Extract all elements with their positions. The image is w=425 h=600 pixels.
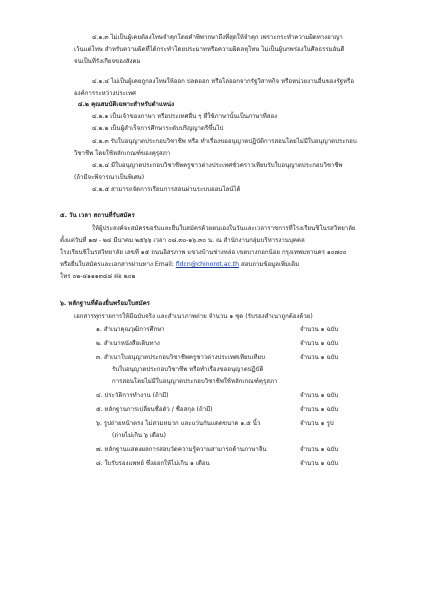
heading-5: ๕. วัน เวลา สถานที่รับสมัคร (60, 212, 135, 219)
doc-item-5-qty: จำนวน ๑ ฉบับ (300, 406, 339, 413)
doc-item-4: ๔. ประวัติการทำงาน (ถ้ามี) (96, 392, 169, 399)
heading-4-2: ๔.๒ คุณสมบัติเฉพาะสำหรับตำแหน่ง (78, 101, 175, 108)
item-4-1-3-cont1: เว้นแต่โทษ สำหรับความผิดที่ได้กระทำโดยประมาทหรือความผิดลหุโทษ ไม่เป็นผู้บกพร่องในศีลธรรมอันดี (74, 46, 345, 53)
item-4-1-3-cont2: จนเป็นที่รังเกียจของสังคม (74, 58, 141, 65)
item-4-1-4-cont: องค์การระหว่างประเทศ (74, 90, 136, 97)
item-4-2-2: ๔.๒.๒ เป็นผู้สำเร็จการศึกษาระดับปริญญาตรีขึ้นไป (92, 125, 224, 132)
section5-line4-prefix: หรือยื่นใบสมัครและเอกสารผ่านทาง Email: (60, 261, 174, 268)
item-4-2-4-cont: (ถ้ามีจะพิจารณาเป็นพิเศษ) (74, 174, 145, 181)
section5-line5: โทร ๐๒-๔๑๑๑๓๔๘ ต่อ ๒๐๒ (60, 273, 136, 280)
section5-line4 (60, 261, 299, 269)
section5-line2: ตั้งแต่วันที่ ๑๗ - ๒๔ มีนาคม ๒๕๖๖ เวลา ๐๘.๓๐-๑๖.๓๐ น. ณ สำนักงานกลุ่มบริหารงานบุคคล (60, 237, 305, 244)
doc-item-8-qty: จำนวน ๑ ฉบับ (300, 460, 339, 467)
doc-item-8: ๘. ใบรับรองแพทย์ ซึ่งออกให้ไม่เกิน ๑ เดือน (96, 460, 210, 467)
item-4-2-5: ๔.๒.๕ สามารถจัดการเรียนการสอนผ่านระบบออนไลน์ได้ (92, 186, 241, 193)
doc-item-3: ๓. สำเนาใบอนุญาตประกอบวิชาชีพครูชาวต่างประเทศเทียบเทียบ (96, 354, 265, 361)
doc-item-6-qty: จำนวน ๑ รูป (300, 420, 334, 427)
doc-item-2-qty: จำนวน ๑ ฉบับ (300, 340, 339, 347)
doc-item-1: ๑. สำเนาคุณวุฒิการศึกษา (96, 326, 165, 333)
doc-item-3-cont2: การสอนโดยไม่มีใบอนุญาตประกอบวิชาชีพใช้หลักเกณฑ์คุรุสภา (112, 378, 278, 385)
doc-item-6: ๖. รูปถ่ายหน้าตรง ไม่สวมหมวก และแว่นกันแดดขนาด ๑.๕ นิ้ว (96, 420, 261, 427)
doc-item-4-qty: จำนวน ๑ ฉบับ (300, 392, 339, 399)
item-4-2-3-cont: วิชาชีพ โดยใช้หลักเกณฑ์ของคุรุสภา (74, 150, 171, 157)
item-4-1-3: ๔.๑.๓ ไม่เป็นผู้เคยต้องโทษจำคุกโดยคำพิพากษาถึงที่สุดให้จำคุก เพราะกระทำความผิดทางอาญา (92, 34, 343, 41)
doc-item-7: ๗. หลักฐานแสดงผลการสอบวัดความรู้ความสามารถด้านภาษาจีน (96, 446, 267, 453)
item-4-2-1: ๔.๒.๑ เป็นเจ้าของภาษา หรือประเทศอื่น ๆ ที่ใช้ภาษานั้นเป็นภาษาที่สอง (92, 113, 278, 120)
doc-item-6-cont: (ถ่ายไม่เกิน ๖ เดือน) (112, 432, 167, 439)
email-link[interactable]: fldcn@chinorot.ac.th (175, 261, 240, 268)
section5-line1: ให้ผู้ประสงค์จะสมัครขอรับและยื่นใบสมัครด้วยตนเองในวันและเวลาราชการที่โรงเรียนชิโนรสวิทยาลัย (92, 225, 356, 232)
doc-item-7-qty: จำนวน ๑ ฉบับ (300, 446, 339, 453)
doc-item-3-qty: จำนวน ๑ ฉบับ (300, 354, 339, 361)
item-4-2-4: ๔.๒.๔ มีใบอนุญาตประกอบวิชาชีพครูชาวต่างประเทศชั่วคราวเทียบรับใบอนุญาตประกอบวิชาชีพ (92, 162, 343, 169)
item-4-2-3: ๔.๒.๓ รับใบอนุญาตประกอบวิชาชีพ หรือ ทำเรื่องขออนุญาตปฏิบัติการสอนโดยไม่มีใบอนุญาตประกอบ (92, 138, 357, 145)
item-4-1-4: ๔.๑.๔ ไม่เป็นผู้เคยถูกลงโทษให้ออก ปลดออก หรือไล่ออกจากรัฐวิสาหกิจ หรือหน่วยงานอื่นของรัฐหรือ (92, 78, 354, 85)
doc-item-2: ๒. สำเนาหนังสือเดินทาง (96, 340, 160, 347)
section5-line3: โรงเรียนชิโนรสวิทยาลัย เลขที่ ๑๕ ถนนอิสรภาพ แขวงบ้านช่างหล่อ เขตบางกอกน้อย กรุงเทพมหานคร ๑๐๗๐๐ (60, 249, 347, 256)
doc-item-3-cont1: รับใบอนุญาตประกอบวิชาชีพ หรือทำเรื่องขออนุญาตปฏิบัติ (112, 366, 264, 373)
doc-item-1-qty: จำนวน ๑ ฉบับ (300, 326, 339, 333)
section5-line4-suffix: สอบถามข้อมูลเพิ่มเติม (240, 261, 300, 268)
doc-item-5: ๕. หลักฐานการเปลี่ยนชื่อตัว / ชื่อสกุล (ถ้ามี) (96, 406, 213, 413)
section6-intro: เอกสารทุกรายการให้มีฉบับจริง และสำเนาภาพถ่าย จำนวน ๑ ชุด (รับรองสำเนาถูกต้องด้วย) (74, 313, 313, 320)
heading-6: ๖. หลักฐานที่ต้องยื่นพร้อมใบสมัคร (60, 300, 150, 307)
